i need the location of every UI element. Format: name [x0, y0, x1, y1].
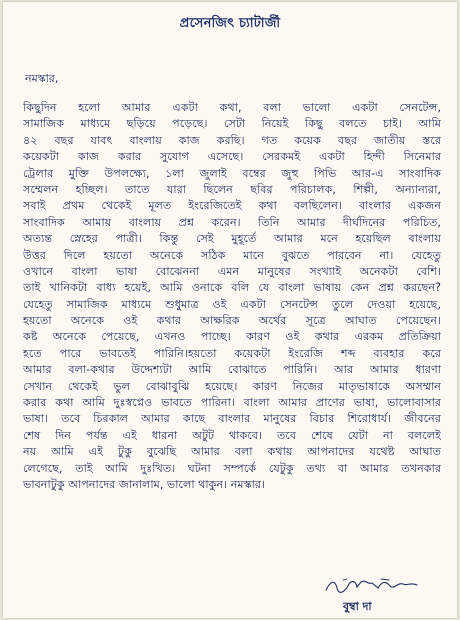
body-line: হতে পারে ভাবতেই পারিনি।হয়তো কয়েকটা ইংরেজি শব্দ ব্যবহার করে: [23, 346, 441, 360]
body-line: ভাষা। তবে চিরকাল আমার কাছে বাংলার মানুষের বিচার শিরোধার্য। জীবনের: [23, 412, 441, 426]
body-line: সামাজিক মাধ্যমে ছড়িয়ে পড়েছে। সেটা নিয়েই কিছু বলতে চাই। আমি: [23, 117, 441, 131]
body-line: করার কথা আমি দুঃস্বপ্নেও ভাবতে পারিনা। বাংলা আমার প্রাণের ভাষা, ভালোবাসার: [23, 396, 441, 410]
body-line: উত্তর দিলে হয়তো অনেকে সঠিক মানে বুঝতে পারবেন না। যেহেতু: [23, 248, 441, 262]
body-line: সেখান থেকেই ভুল বোঝাবুঝি হয়েছে। কারণ নিজের মাতৃভাষাকে অসম্মান: [23, 379, 441, 393]
body-line: লেগেছে, তাই আমি দুঃখিত। ঘটনা সম্পর্কে যেটুকু তথ্য বা আমার তখনকার: [23, 461, 441, 475]
body-line: হয়তো অনেকে ওই কথার আক্ষরিক অর্থের সূত্রে আঘাত পেয়েছেন।: [23, 314, 441, 328]
letter-body: [23, 100, 441, 493]
body-line: আমার বলা-কথার উদ্দেশ্যটা আমি বোঝাতে পারিনি। আর আমার ধারণা: [23, 363, 441, 377]
body-line: সাংবাদিক আমায় বাংলায় প্রশ্ন করেন। তিনি আমার দীর্ঘদিনের পরিচিত,: [23, 215, 441, 229]
body-line: অত্যন্ত স্নেহের পাত্রী। কিন্তু সেই মুহূর্তে আমার মনে হয়েছিল বাংলায়: [23, 232, 441, 246]
letter-page: [3, 2, 457, 618]
body-line: যেহেতু সামাজিক মাধ্যমে শুধুমাত্র ওই একটা সেনটেন্স তুলে দেওয়া হয়েছে,: [23, 297, 441, 311]
letter-header-name: প্রসেনজিৎ চ্যাটার্জী: [179, 16, 281, 31]
body-line: ট্রেলার মুক্তি উপলক্ষ্যে, ১লা জুলাই বম্বের জুহু পিভি আর-এ সাংবাদিক: [23, 166, 441, 180]
body-line: সবাই প্রথম থেকেই মূলত ইংরেজিতেই কথা বলছিলেন। বাংলার একজন: [23, 199, 441, 213]
body-line: কয়েকটা কাজ করার সুযোগ এসেছে। সেরকমই একটা হিন্দী সিনেমার: [23, 150, 441, 164]
salutation: নমস্কার,: [25, 72, 59, 85]
body-line: শেষ দিন পর্যন্ত এই ধারনা অটুট থাকবে। তবে শেষে যেটা না বললেই: [23, 428, 441, 442]
body-line: ভাবনাটুকু আপনাদের জানালাম, ভালো থাকুন। নমস্কার।: [23, 477, 266, 491]
body-line: কষ্ট অনেকে পেয়েছে, এখনও পাচ্ছে। কারণ ওই কথার এরকম প্রতিক্রিয়া: [23, 330, 441, 344]
signoff-name: বুম্বা দা: [343, 600, 372, 613]
body-line: ৪২ বছর যাবৎ বাংলায় কাজ করছি। গত কয়েক বছর জাতীয় স্তরে: [23, 133, 441, 147]
handwritten-signature: [323, 576, 423, 596]
body-line: তাই খানিকটা বাধ্য হয়েই, আমি ওনাকে বলি যে বাংলা ভাষায় কেন প্রশ্ন করছেন?: [23, 281, 441, 295]
body-line: ওখানে বাংলা ভাষা বোঝেননা এমন মানুষের সংখ্যাই অনেকটা বেশি।: [23, 264, 441, 278]
body-line: কিছুদিন হলো আমার একটা কথা, বলা ভালো একটা সেনটেন্স,: [23, 101, 441, 114]
body-line: নয় আমি এই টুকু বুঝেছি আমার বলা কথায় আপনাদের যথেষ্ট আঘাত: [23, 445, 441, 459]
body-line: সম্মেলন হচ্ছিল। তাতে যারা ছিলেন ছবির পরিচালক, শিল্পী, অন্যান্যরা,: [23, 182, 441, 196]
